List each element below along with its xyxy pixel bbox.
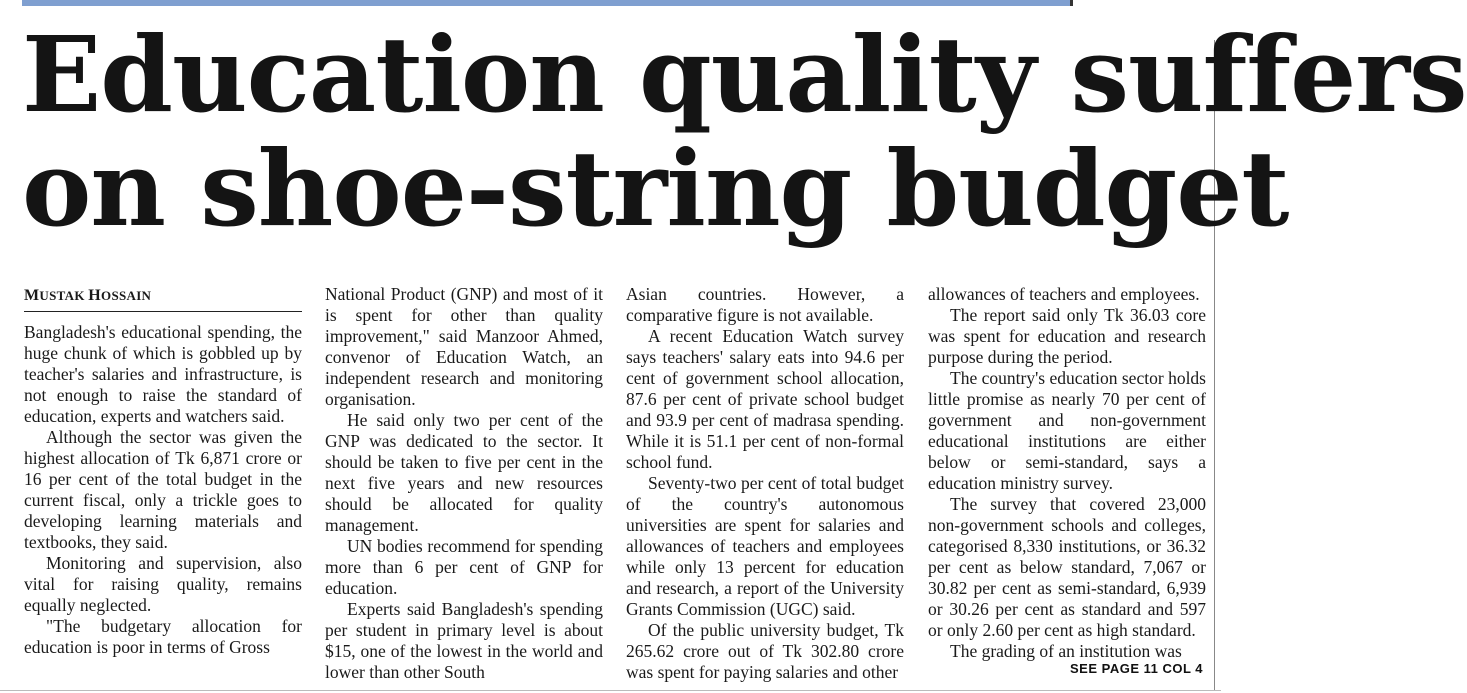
paragraph: The country's education sector holds little promise as nearly 70 per cent of government and non-government educational institutions are either below or semi-standard, says a education ministry survey. <box>928 368 1206 493</box>
paragraph: Bangladesh's educational spending, the huge chunk of which is gobbled up by teacher's salaries and infrastructure, is not enough to raise the standard of education, experts and watchers said. <box>24 322 302 426</box>
paragraph: Seventy-two per cent of total budget of the country's autonomous universities are spent for salaries and allowances of teachers and employees while only 13 percent for education and research, a report of the University Grants Commission (UGC) said. <box>626 473 904 619</box>
paragraph: Although the sector was given the highest allocation of Tk 6,871 crore or 16 per cent of the total budget in the current fiscal, only a trickle goes to developing learning materials and textbooks, they said. <box>24 427 302 552</box>
article-column-2 <box>325 284 603 683</box>
top-bar-edge <box>1070 0 1073 6</box>
paragraph: A recent Education Watch survey says teachers' salary eats into 94.6 per cent of government school allocation, 87.6 per cent of private school budget and 93.9 per cent of madrasa spending. While it is 51.1 per cent of non-formal school fund. <box>626 326 904 472</box>
article-column-1 <box>24 284 302 658</box>
bottom-rule <box>0 690 1221 691</box>
paragraph: Experts said Bangladesh's spending per student in primary level is about $15, one of the lowest in the world and lower than other South <box>325 599 603 682</box>
paragraph: Asian countries. However, a comparative figure is not available. <box>626 284 904 325</box>
article-column-4 <box>928 284 1206 662</box>
paragraph: National Product (GNP) and most of it is spent for other than quality improvement," said Manzoor Ahmed, convenor of Education Watch, an independent research and monitoring organisation. <box>325 284 603 409</box>
paragraph: allowances of teachers and employees. <box>928 284 1200 304</box>
top-color-bar <box>22 0 1072 6</box>
headline-line-2: on shoe-string budget <box>22 127 1289 250</box>
paragraph: The report said only Tk 36.03 core was spent for education and research purpose during the period. <box>928 305 1206 367</box>
article-column-3 <box>626 284 904 683</box>
paragraph: The survey that covered 23,000 non-government schools and colleges, categorised 8,330 institutions, or 36.32 per cent as below standard, 7,067 or 30.82 per cent as semi-standard, 6,939 or 30.26 per cent as standard and 597 or only 2.60 per cent as high standard. <box>928 494 1206 640</box>
paragraph: UN bodies recommend for spending more than 6 per cent of GNP for education. <box>325 536 603 598</box>
byline-last-rest: OSSAIN <box>101 288 152 303</box>
continued-jump-line: SEE PAGE 11 COL 4 <box>1070 661 1204 676</box>
paragraph: The grading of an institution was <box>950 641 1182 661</box>
headline-line-1: Education quality suffers <box>22 13 1467 136</box>
paragraph: He said only two per cent of the GNP was dedicated to the sector. It should be taken to five per cent in the next five years and new resources should be allocated for quality management. <box>325 410 603 535</box>
byline-first-rest: USTAK <box>39 288 89 303</box>
paragraph: "The budgetary allocation for education is poor in terms of Gross <box>24 616 302 657</box>
byline-first-initial: M <box>24 287 40 304</box>
byline <box>24 284 302 312</box>
byline-last-initial: H <box>88 287 102 304</box>
paragraph: Of the public university budget, Tk 265.62 crore out of Tk 302.80 crore was spent for paying salaries and other <box>626 620 904 682</box>
headline <box>22 13 1467 250</box>
paragraph: Monitoring and supervision, also vital for raising quality, remains equally neglected. <box>24 553 302 615</box>
